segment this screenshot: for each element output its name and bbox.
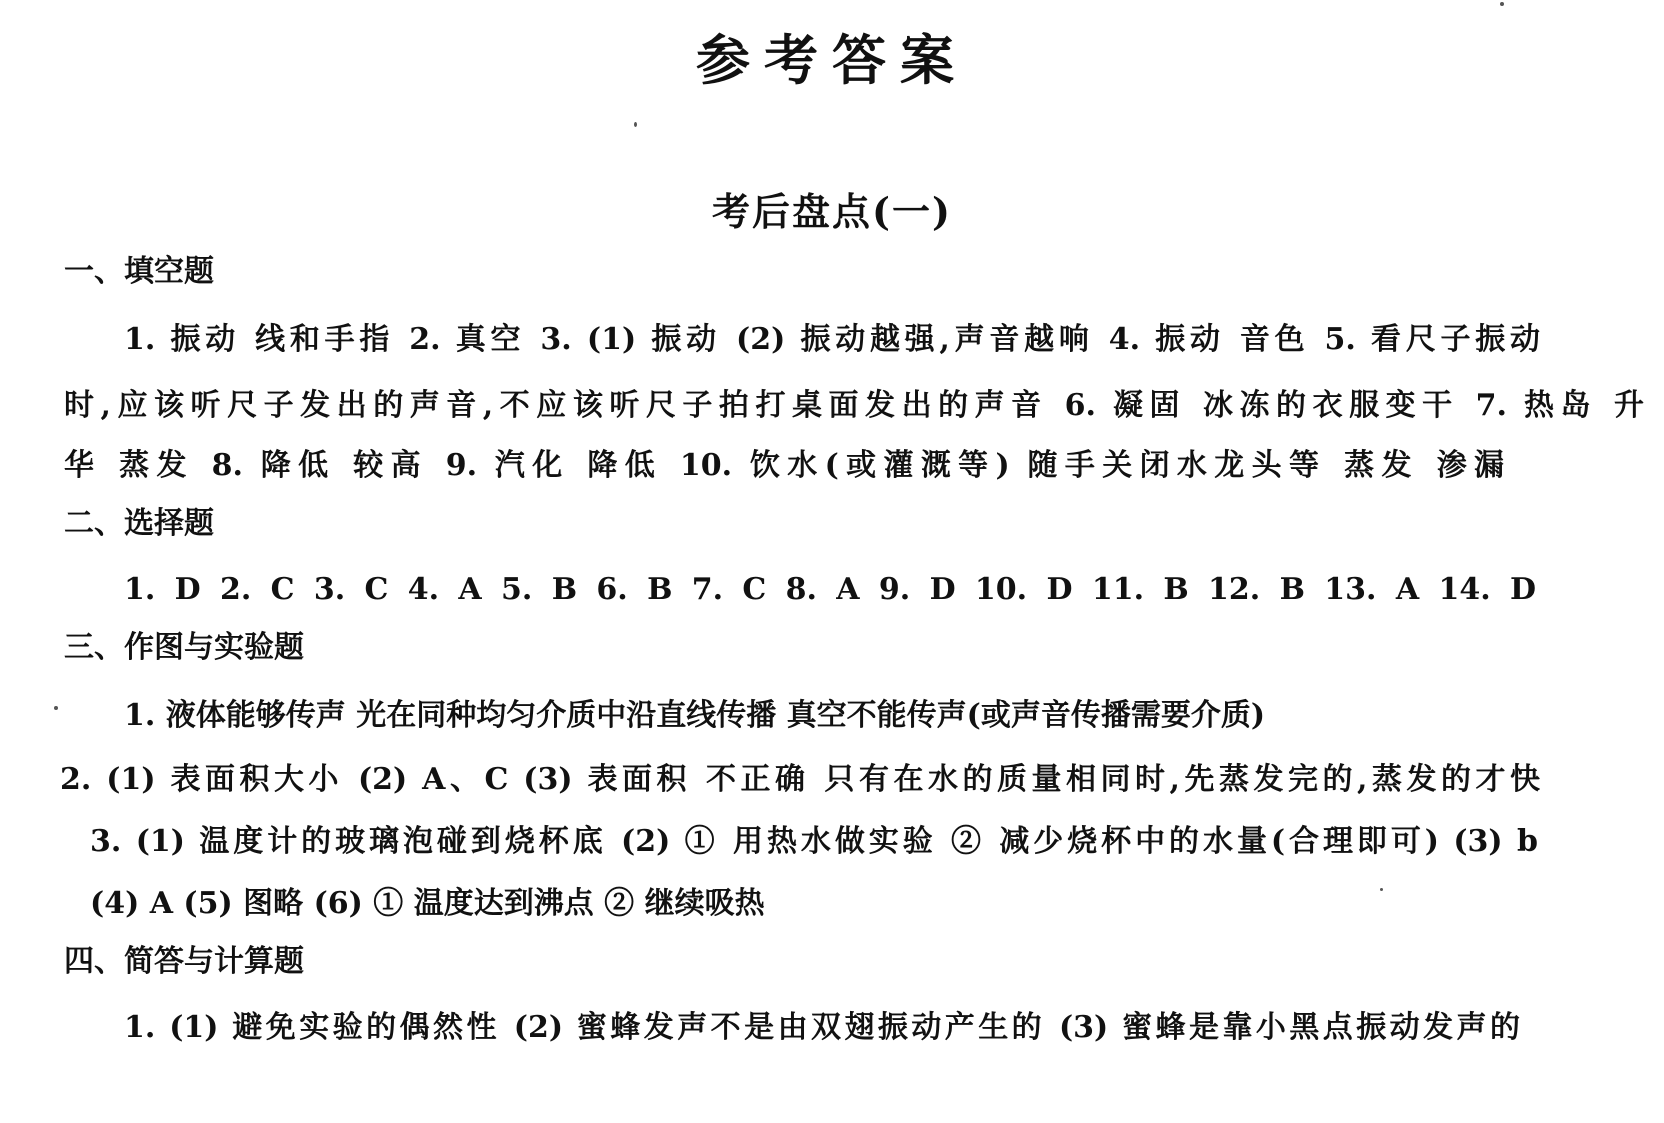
experiment-line-4: (4) A (5) 图略 (6) ① 温度达到沸点 ② 继续吸热	[90, 886, 765, 921]
experiment-heading: 三、作图与实验题	[64, 630, 304, 665]
scan-speck	[1500, 2, 1504, 6]
choice-answers-line: 1. D 2. C 3. C 4. A 5. B 6. B 7. C 8. A 9. D 10. D 11. B 12. B 13. A 14. D	[124, 572, 1536, 607]
page-title: 参考答案	[696, 28, 968, 92]
scan-speck	[634, 122, 637, 127]
short-answer-heading: 四、简答与计算题	[64, 944, 304, 979]
experiment-line-2: 2. (1) 表面积大小 (2) A、C (3) 表面积 不正确 只有在水的质量相同时,先蒸发完的,蒸发的才快	[60, 762, 1540, 797]
fill-blank-line-2: 时,应该听尺子发出的声音,不应该听尺子拍打桌面发出的声音 6. 凝固 冰冻的衣服变干 7. 热岛 升	[64, 388, 1644, 423]
short-answer-line-1: 1. (1) 避免实验的偶然性 (2) 蜜蜂发声不是由双翅振动产生的 (3) 蜜蜂是靠小黑点振动发声的	[124, 1010, 1520, 1045]
experiment-line-1: 1. 液体能够传声 光在同种均匀介质中沿直线传播 真空不能传声(或声音传播需要介质)	[124, 698, 1266, 733]
choice-heading: 二、选择题	[64, 506, 214, 541]
fill-blank-line-3: 华 蒸发 8. 降低 较高 9. 汽化 降低 10. 饮水(或灌溉等) 随手关闭水龙头等 蒸发 渗漏	[64, 448, 1504, 483]
scan-speck	[54, 706, 58, 710]
fill-blank-heading: 一、填空题	[64, 254, 214, 289]
scan-speck	[1380, 888, 1383, 891]
fill-blank-line-1: 1. 振动 线和手指 2. 真空 3. (1) 振动 (2) 振动越强,声音越响 4. 振动 音色 5. 看尺子振动	[124, 322, 1540, 357]
section-title: 考后盘点(一)	[712, 189, 952, 234]
experiment-line-3: 3. (1) 温度计的玻璃泡碰到烧杯底 (2) ① 用热水做实验 ② 减少烧杯中的水量(合理即可) (3) b	[90, 824, 1538, 859]
